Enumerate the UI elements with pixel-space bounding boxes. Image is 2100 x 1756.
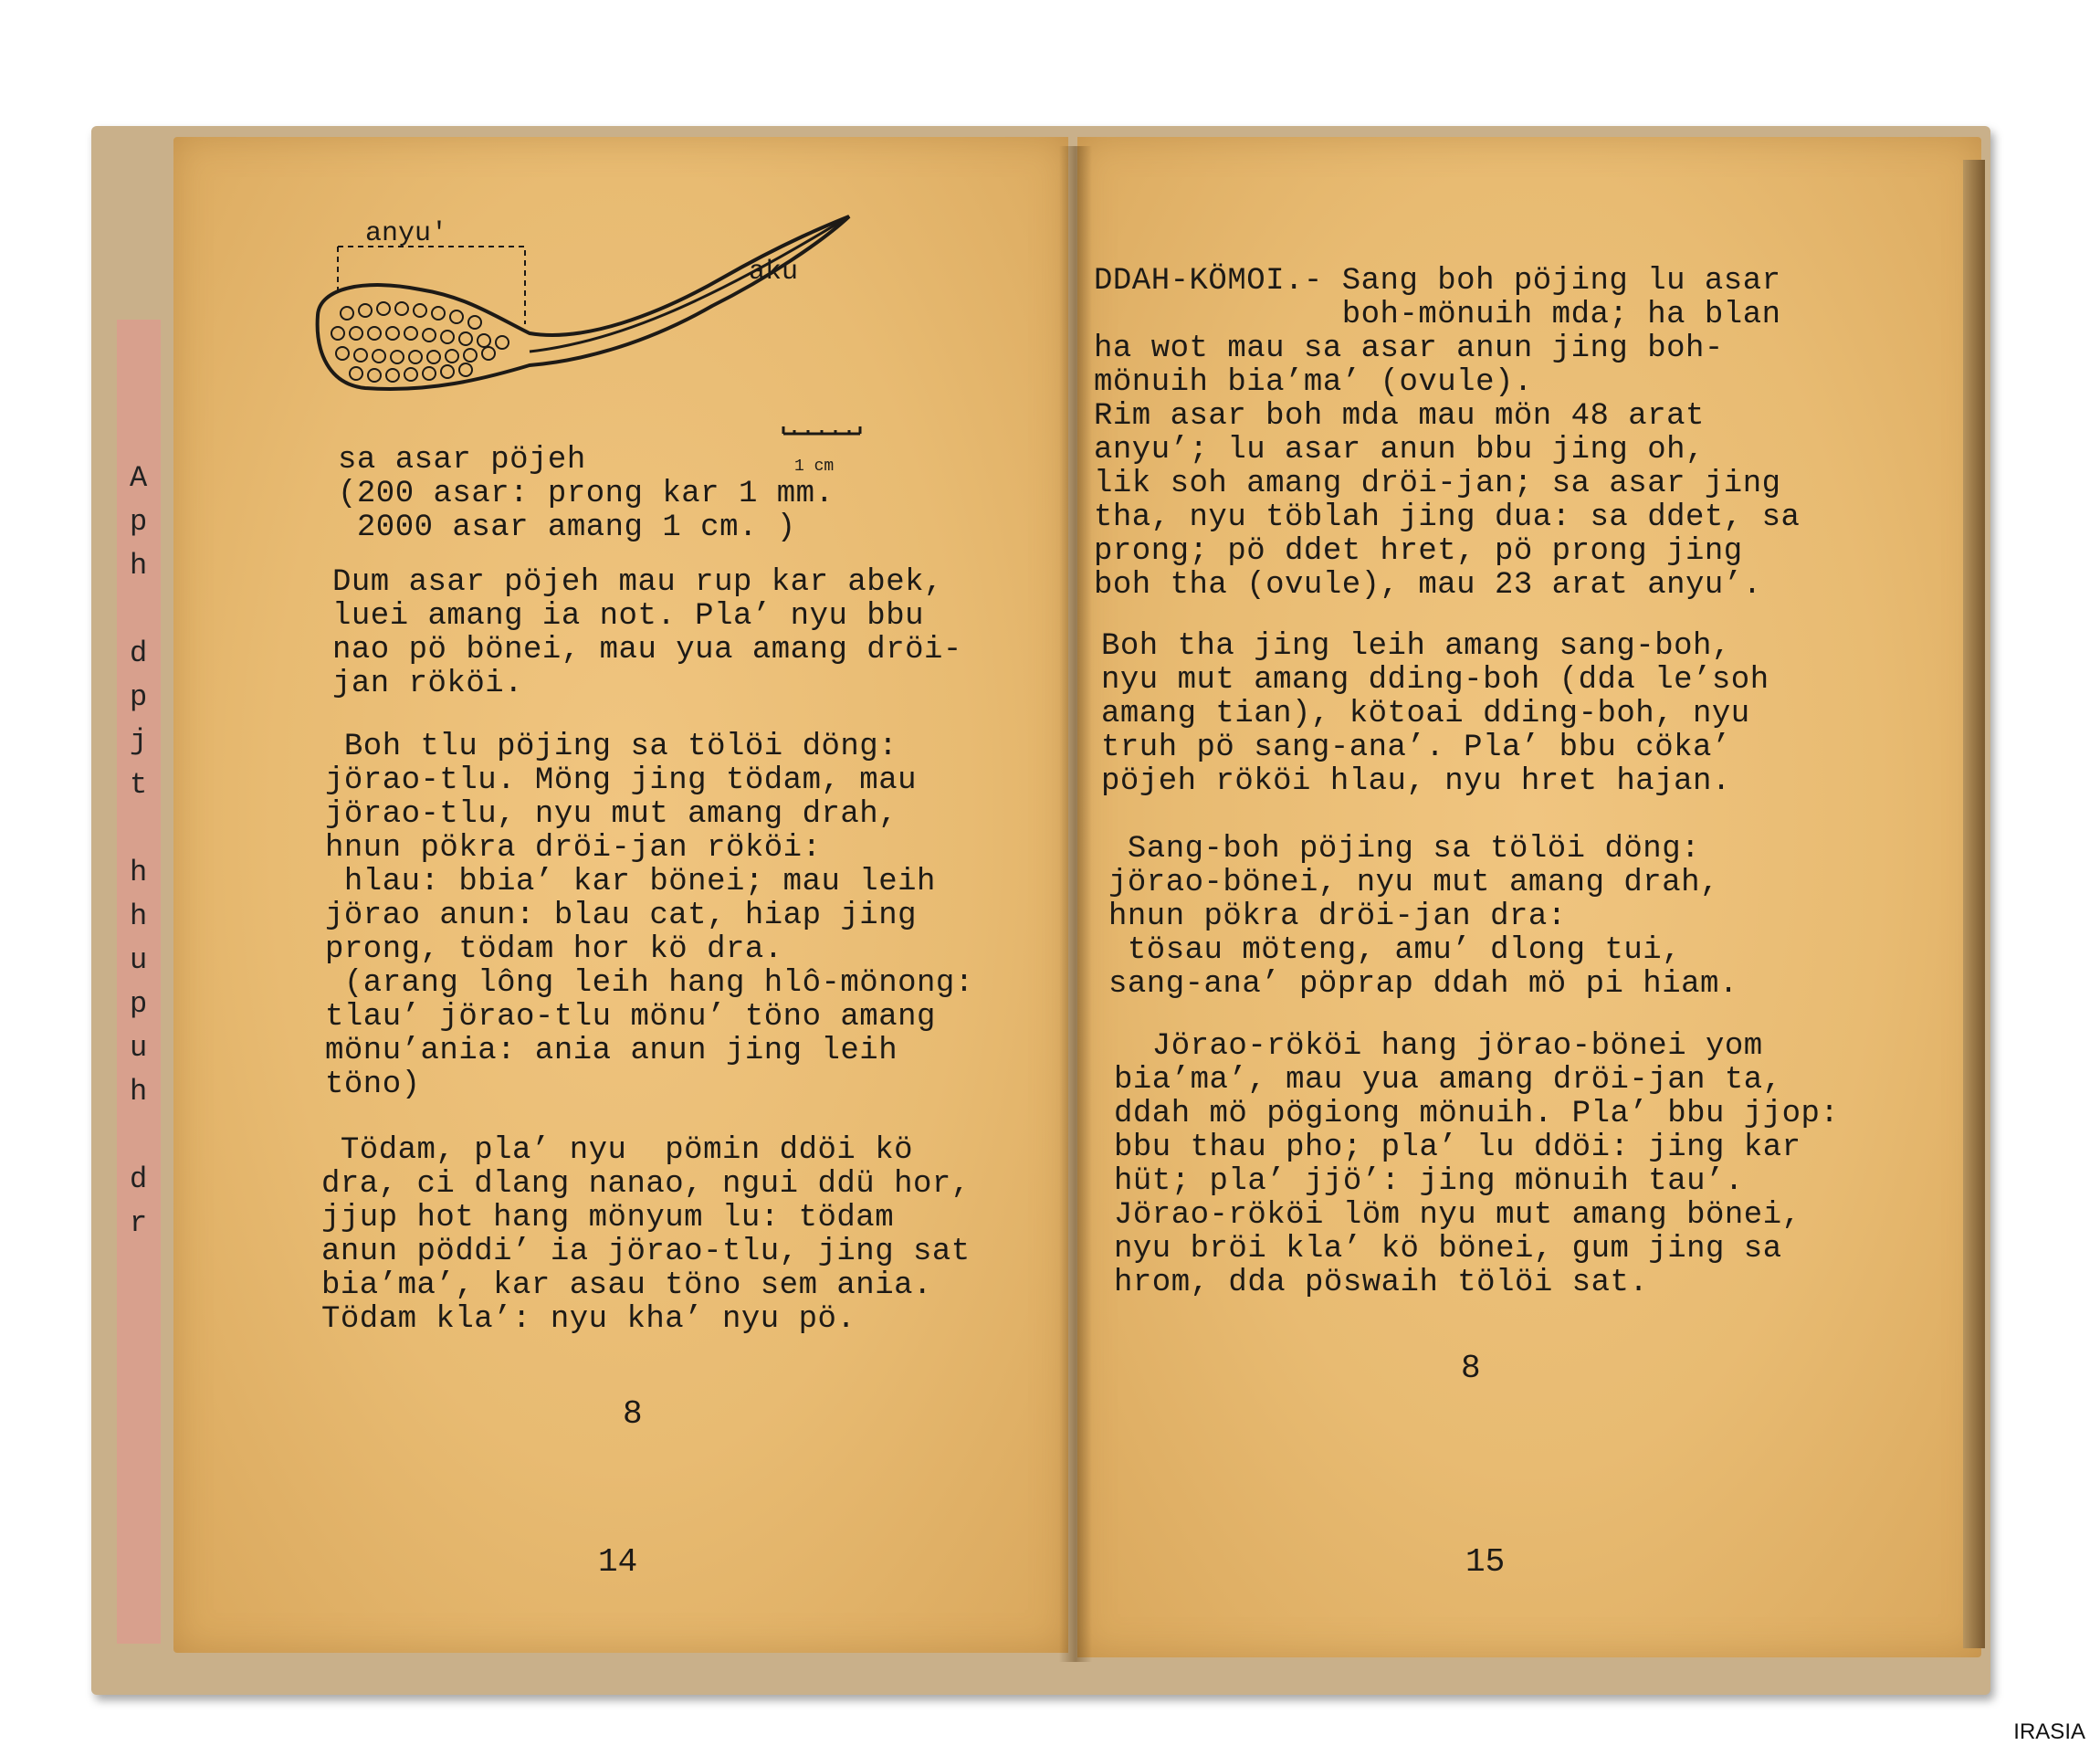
left-paragraph-1	[332, 566, 962, 701]
text-line: Tödam, pla’ nyu pömin ddöi kö	[321, 1133, 914, 1168]
text-line: tha, nyu töblah jing dua: sa ddet, sa	[1094, 500, 1801, 535]
peek-char: u	[130, 943, 148, 977]
peek-char: t	[130, 768, 148, 802]
right-paragraph-1	[1094, 265, 1800, 603]
text-line: sang-ana’ pöprap ddah mö pi hiam.	[1108, 967, 1738, 1002]
text-line: Jörao-rököi löm nyu mut amang bönei,	[1114, 1198, 1801, 1233]
peek-char: p	[130, 680, 148, 714]
text-line: prong, tödam hor kö dra.	[325, 932, 783, 967]
left-paragraph-2	[325, 731, 974, 1102]
text-line: hlau: bbia’ kar bönei; mau leih	[325, 865, 936, 899]
text-line: jörao anun: blau cat, hiap jing	[325, 899, 918, 933]
text-line: DDAH-KÖMOI.- Sang boh pöjing lu asar	[1094, 264, 1781, 299]
text-line: bbu thau pho; pla’ lu ddöi: jing kar	[1114, 1130, 1801, 1165]
peek-char: u	[130, 1031, 148, 1065]
text-line: ddah mö pögiong mönuih. Pla’ bbu jjop:	[1114, 1097, 1840, 1131]
text-line: hüt; pla’ jjö’: jing mönuih tau’.	[1114, 1164, 1744, 1199]
right-paragraph-3	[1108, 833, 1738, 1002]
text-line: mönu’ania: ania anun jing leih	[325, 1034, 898, 1068]
anyu-label: anyu'	[365, 218, 448, 249]
text-line: (arang lông leih hang hlô-mönong:	[325, 966, 974, 1001]
text-line: anyu’; lu asar anun bbu jing oh,	[1094, 433, 1705, 468]
text-line: boh tha (ovule), mau 23 arat anyu’.	[1094, 568, 1762, 603]
peek-char: h	[130, 899, 148, 933]
aku-label: aku	[749, 257, 799, 288]
text-line: tösau möteng, amu’ dlong tui,	[1108, 933, 1682, 968]
peek-char: j	[130, 724, 148, 758]
text-line: jörao-tlu, nyu mut amang drah,	[325, 797, 898, 832]
text-line: Tödam kla’: nyu kha’ nyu pö.	[321, 1302, 856, 1337]
peek-char: d	[130, 636, 148, 670]
peek-char: A	[130, 461, 148, 495]
text-line: dra, ci dlang nanao, ngui ddü hor,	[321, 1167, 971, 1202]
left-page-number: 14	[598, 1543, 638, 1581]
right-separator: 8	[1461, 1350, 1481, 1387]
text-line: ha wot mau sa asar anun jing boh-	[1094, 331, 1724, 366]
text-line: nyu bröi kla’ kö bönei, gum jing sa	[1114, 1232, 1782, 1267]
peek-char: p	[130, 505, 148, 539]
text-line: hnun pökra dröi-jan rököi:	[325, 831, 822, 866]
scale-bar	[783, 426, 860, 434]
text-line: pöjeh rököi hlau, nyu hret hajan.	[1101, 764, 1731, 799]
text-line: tlau’ jörao-tlu mönu’ töno amang	[325, 1000, 936, 1035]
text-line: Boh tlu pöjing sa tölöi döng:	[325, 730, 898, 764]
text-line: Boh tha jing leih amang sang-boh,	[1101, 629, 1731, 664]
text-line: luei amang ia not. Pla’ nyu bbu	[332, 599, 925, 634]
scale-label: 1 cm	[794, 457, 835, 470]
figure-caption	[338, 444, 835, 545]
peek-char: r	[130, 1206, 148, 1240]
text-line: jjup hot hang mönyum lu: tödam	[321, 1201, 895, 1236]
text-line: jan rököi.	[332, 667, 524, 701]
right-page-number: 15	[1465, 1543, 1506, 1581]
peek-char	[130, 807, 166, 851]
right-paragraph-2	[1101, 630, 1769, 799]
peek-char: h	[130, 549, 148, 583]
text-line: hnun pökra dröi-jan dra:	[1108, 899, 1567, 934]
edge-peek-text	[130, 457, 166, 1246]
text-line: jörao-bönei, nyu mut amang drah,	[1108, 866, 1719, 900]
text-line: prong; pö ddet hret, pö prong jing	[1094, 534, 1743, 569]
peek-char	[130, 1114, 166, 1158]
text-line: (200 asar: prong kar 1 mm.	[338, 477, 835, 511]
peek-char: h	[130, 1075, 148, 1109]
text-line: 2000 asar amang 1 cm. )	[338, 510, 796, 545]
text-line: töno)	[325, 1067, 421, 1102]
text-line: mönuih bia’ma’ (ovule).	[1094, 365, 1533, 400]
left-paragraph-3	[321, 1134, 971, 1337]
text-line: boh-mönuih mda; ha blan	[1094, 298, 1781, 332]
left-separator: 8	[623, 1395, 643, 1433]
text-line: Sang-boh pöjing sa tölöi döng:	[1108, 832, 1701, 867]
text-line: bia’ma’, mau yua amang dröi-jan ta,	[1114, 1063, 1782, 1098]
text-line: Rim asar boh mda mau mön 48 arat	[1094, 399, 1705, 434]
peek-char: p	[130, 987, 148, 1021]
text-line: hrom, dda pöswaih tölöi sat.	[1114, 1266, 1649, 1300]
watermark: IRASIA	[2013, 1719, 2085, 1744]
book-gutter	[1059, 146, 1092, 1662]
peek-char: h	[130, 856, 148, 889]
text-line: Jörao-rököi hang jörao-bönei yom	[1114, 1029, 1763, 1064]
text-line: nyu mut amang dding-boh (dda le’soh	[1101, 663, 1769, 698]
peek-char	[130, 588, 166, 632]
text-line: sa asar pöjeh	[338, 443, 586, 478]
sperm-diagram	[310, 205, 877, 470]
text-line: jörao-tlu. Möng jing tödam, mau	[325, 763, 918, 798]
text-line: Dum asar pöjeh mau rup kar abek,	[332, 565, 943, 600]
text-line: anun pöddi’ ia jörao-tlu, jing sat	[321, 1235, 971, 1269]
text-line: amang tian), kötoai dding-boh, nyu	[1101, 697, 1750, 731]
text-line: bia’ma’, kar asau töno sem ania.	[321, 1268, 932, 1303]
nucleus-dots	[331, 302, 509, 382]
text-line: truh pö sang-ana’. Pla’ bbu cöka’	[1101, 731, 1731, 765]
right-paragraph-4	[1114, 1030, 1839, 1300]
page-edge	[1963, 160, 1985, 1648]
text-line: lik soh amang dröi-jan; sa asar jing	[1094, 467, 1781, 501]
text-line: nao pö bönei, mau yua amang dröi-	[332, 633, 962, 668]
peek-char: d	[130, 1162, 148, 1196]
